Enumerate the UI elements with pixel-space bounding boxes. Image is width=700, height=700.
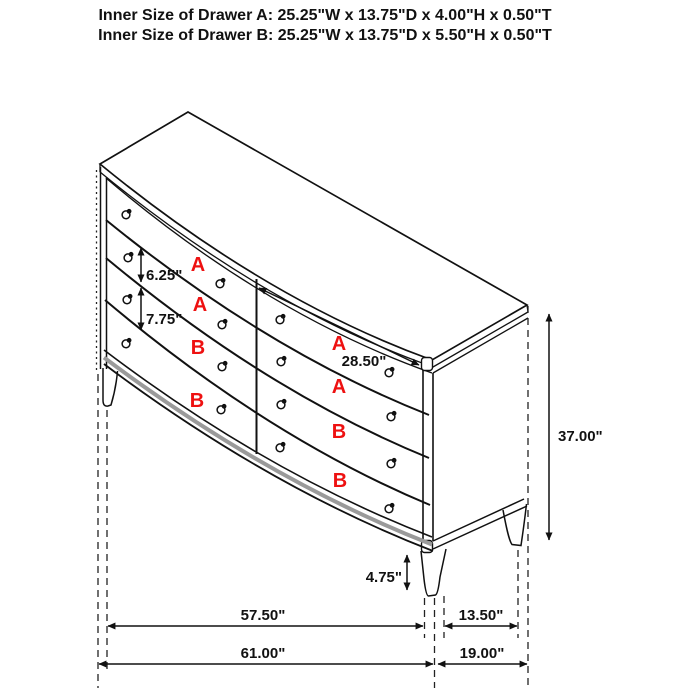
dimension-label-overall-height: 37.00" [558, 428, 603, 445]
knob-icon [387, 458, 396, 467]
drawer-label-right-2: A [331, 376, 347, 398]
dimension-label-base-depth: 13.50" [458, 607, 504, 624]
dimension-drawer-b-height [141, 288, 182, 330]
knob-icon [385, 503, 394, 512]
knob-icon [218, 361, 227, 370]
dresser-body [100, 112, 528, 596]
dimension-label-overall-width: 61.00" [240, 645, 286, 662]
knob-icon [123, 294, 132, 303]
dresser-left-side-edge [101, 167, 107, 369]
knob-icon [216, 278, 225, 287]
dresser-bottom-rail [104, 350, 433, 551]
knob-icon [277, 399, 286, 408]
drawer-label-left-4: B [189, 390, 205, 412]
knob-icon [277, 356, 286, 365]
dimension-leg-height [366, 555, 407, 590]
knob-icon [124, 252, 133, 261]
front-right-leg [421, 549, 446, 596]
drawer-label-left-3: B [190, 337, 206, 359]
knob-icon [217, 404, 226, 413]
knob-icon [276, 314, 285, 323]
drawer-label-right-4: B [332, 470, 348, 492]
knob-icon [218, 319, 227, 328]
dimension-label-drawer-a-height: 6.25" [146, 267, 183, 284]
knob-icon [276, 442, 285, 451]
dimension-overall-height [549, 314, 603, 540]
drawer-size-title-block [0, 6, 650, 46]
drawer-label-left-2: A [192, 294, 208, 316]
dimension-base-depth [445, 607, 517, 626]
title-line-drawer-a: Inner Size of Drawer A: 25.25"W x 13.75"D x 4.00"H x 0.50"T [98, 7, 552, 24]
drawer-label-right-3: B [331, 421, 347, 443]
back-right-leg [503, 504, 527, 546]
knob-icon [385, 367, 394, 376]
knob-icon [387, 411, 396, 420]
front-left-leg [103, 368, 118, 406]
knob-icon [122, 209, 131, 218]
dimension-label-base-width: 57.50" [240, 607, 286, 624]
title-line-drawer-b: Inner Size of Drawer B: 25.25"W x 13.75"D x 5.50"H x 0.50"T [98, 27, 552, 44]
dimension-base-width [108, 607, 423, 626]
dresser-right-side-rail [433, 499, 527, 549]
dimension-label-drawer-b-height: 7.75" [146, 311, 183, 328]
dimension-overall-depth [438, 645, 527, 664]
drawer-label-left-1: A [190, 254, 206, 276]
dimension-overall-width [99, 645, 433, 664]
dimension-label-overall-depth: 19.00" [459, 645, 505, 662]
knob-icon [122, 338, 131, 347]
dimension-label-drawer-column-width: 28.50" [341, 353, 387, 370]
drawer-label-right-1: A [331, 333, 347, 355]
dimension-label-leg-height: 4.75" [365, 569, 402, 586]
